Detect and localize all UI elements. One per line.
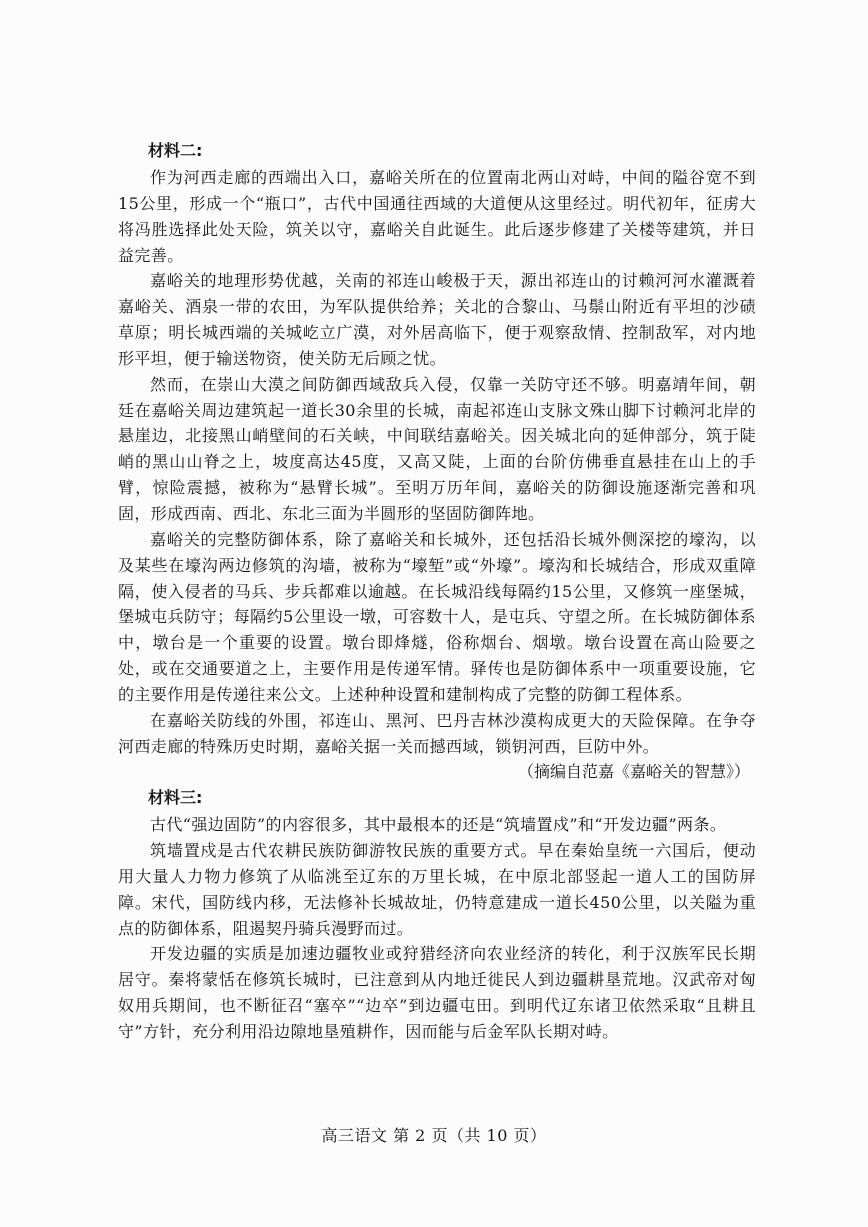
page-content <box>118 138 756 1045</box>
material-3-paragraph-1: 古代“强边固防”的内容很多，其中最根本的还是“筑墙置戍”和“开发边疆”两条。 <box>150 815 727 835</box>
material-2-paragraph-5: 在嘉峪关防线的外围，祁连山、黑河、巴丹吉林沙漠构成更大的天险保障。在争夺河西走廊的特殊历史时期，嘉峪关据一关而撼西域，锁钥河西，巨防中外。 <box>118 710 756 756</box>
material-2-paragraph-1: 作为河西走廊的西端出入口，嘉峪关所在的位置南北两山对峙，中间的隘谷宽不到15公里，形成一个“瓶口”，古代中国通往西域的大道便从这里经过。明代初年，征虏大将冯胜选择此处天险，筑关以守，嘉峪关自此诞生。此后逐步修建了关楼等建筑，并日益完善。 <box>118 168 756 265</box>
material-2-paragraph-3: 然而，在崇山大漠之间防御西域敌兵入侵，仅靠一关防守还不够。明嘉靖年间，朝廷在嘉峪关周边建筑起一道长30余里的长城，南起祁连山支脉文殊山脚下讨赖河北岸的悬崖边，北接黑山峭壁间的石关峡，中间联结嘉峪关。因关城北向的延伸部分，筑于陡峭的黑山山脊之上，坡度高达45度，又高又陡，上面的台阶仿佛垂直悬挂在山上的手臂，惊险震撼，被称为“悬臂长城”。至明万历年间，嘉峪关的防御设施逐渐完善和巩固，形成西南、西北、东北三面为半圆形的坚固防御阵地。 <box>118 374 756 523</box>
material-2-paragraph-4: 嘉峪关的完整防御体系，除了嘉峪关和长城外，还包括沿长城外侧深挖的壕沟，以及某些在壕沟两边修筑的沟墙，被称为“壕堑”或“外壕”。壕沟和长城结合，形成双重障隔，使入侵者的马兵、步兵都难以逾越。在长城沿线每隔约15公里，又修筑一座堡城，堡城屯兵防守；每隔约5公里设一墩，可容数十人，是屯兵、守望之所。在长城防御体系中，墩台是一个重要的设置。墩台即烽燧，俗称烟台、烟墩。墩台设置在高山险要之处，或在交通要道之上，主要作用是传递军情。驿传也是防御体系中一项重要设施，它的主要作用是传递往来公文。上述种种设置和建制构成了完整的防御工程体系。 <box>118 529 756 704</box>
material-3-paragraph-3: 开发边疆的实质是加速边疆牧业或狩猎经济向农业经济的转化，利于汉族军民长期居守。秦将蒙恬在修筑长城时，已注意到从内地迁徙民人到边疆耕垦荒地。汉武帝对匈奴用兵期间，也不断征召“塞卒”“边卒”到边疆屯田。到明代辽东诸卫依然采取“且耕且守”方针，充分利用沿边隙地垦殖耕作，因而能与后金军队长期对峙。 <box>118 944 756 1041</box>
page-footer: 高三语文 第 2 页（共 10 页） <box>321 1126 547 1145</box>
material-2-paragraph-2: 嘉峪关的地理形势优越，关南的祁连山峻极于天，源出祁连山的讨赖河河水灌溉着嘉峪关、酒泉一带的农田，为军队提供给养；关北的合黎山、马鬃山附近有平坦的沙碛草原；明长城西端的关城屹立广漠，对外居高临下，便于观察敌情、控制敌军，对内地形平坦，便于输送物资，使关防无后顾之忧。 <box>118 271 756 368</box>
section-heading-material-3: 材料三: <box>148 788 203 808</box>
section-heading-material-2: 材料二: <box>148 141 203 160</box>
material-2-source: （摘编自范嘉《嘉峪关的智慧》） <box>517 762 750 782</box>
material-3-paragraph-2: 筑墙置戍是古代农耕民族防御游牧民族的重要方式。早在秦始皇统一六国后，便动用大量人力物力修筑了从临洮至辽东的万里长城，在中原北部竖起一道人工的国防屏障。宋代，国防线内移，无法修补长城故址，仍特意建成一道长450公里，以关隘为重点的防御体系，阻遏契丹骑兵漫野而过。 <box>118 841 756 938</box>
